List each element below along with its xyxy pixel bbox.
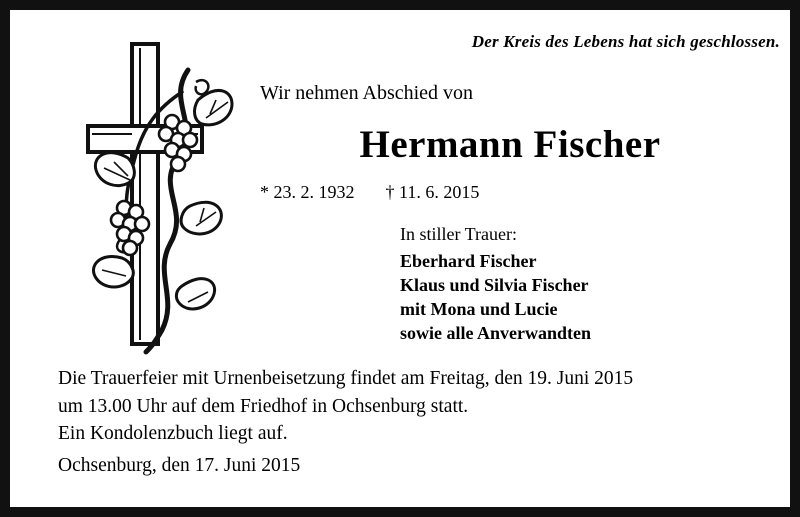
intro-line: Wir nehmen Abschied von — [260, 82, 474, 104]
ceremony-details — [58, 365, 768, 448]
life-dates — [260, 182, 479, 203]
mourners-heading: In stiller Trauer: — [400, 224, 517, 244]
epigraph: Der Kreis des Lebens hat sich geschlossen. — [471, 32, 780, 51]
deceased-name: Hermann Fischer — [359, 123, 661, 166]
cross-with-grapevine-icon — [70, 30, 250, 360]
ceremony-line: um 13.00 Uhr auf dem Friedhof in Ochsenburg statt. — [58, 395, 469, 417]
ceremony-line: Die Trauerfeier mit Urnenbeisetzung findet am Freitag, den 19. Juni 2015 — [58, 368, 634, 389]
mourners-block — [400, 224, 591, 346]
mourner-line: sowie alle Anverwandten — [400, 322, 591, 343]
death-date: † 11. 6. 2015 — [385, 182, 480, 202]
mourner-line: Klaus und Silvia Fischer — [400, 274, 589, 295]
birth-date: * 23. 2. 1932 — [260, 182, 355, 202]
ceremony-line: Ein Kondolenzbuch liegt auf. — [58, 423, 288, 445]
mourner-line: Eberhard Fischer — [400, 251, 537, 271]
mourner-line: mit Mona und Lucie — [400, 298, 558, 319]
notice-inner — [10, 10, 790, 507]
place-and-date: Ochsenburg, den 17. Juni 2015 — [58, 455, 301, 476]
